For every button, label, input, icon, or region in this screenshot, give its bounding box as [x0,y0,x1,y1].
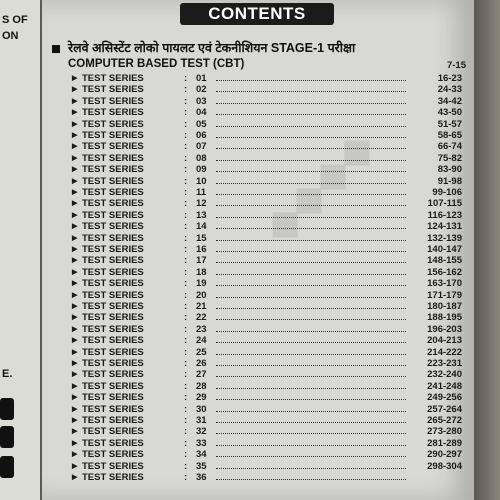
arrow-bullet-icon: ▶ [72,348,78,356]
exam-subtitle [52,39,462,56]
arrow-bullet-icon: ▶ [72,337,78,345]
toc-label: TEST SERIES [82,232,144,244]
toc-leader-dots [216,285,406,286]
toc-leader-dots [216,342,406,343]
toc-row [72,426,462,438]
toc-colon: : [184,209,188,221]
toc-colon: : [184,312,188,324]
toc-number: 16 [196,244,207,255]
toc-label: TEST SERIES [82,221,144,233]
toc-colon: : [184,175,188,187]
toc-leader-dots [216,319,406,320]
arrow-bullet-icon: ▶ [72,382,78,390]
toc-label: TEST SERIES [82,73,144,84]
toc-label: TEST SERIES [82,346,144,358]
arrow-bullet-icon: ▶ [72,154,78,162]
toc-leader-dots [216,160,406,161]
arrow-bullet-icon: ▶ [72,451,78,459]
toc-label: TEST SERIES [82,301,144,312]
arrow-bullet-icon: ▶ [72,280,78,288]
toc-leader-dots [216,354,406,355]
toc-label: TEST SERIES [82,335,144,347]
toc-number: 23 [196,323,207,335]
toc-colon: : [184,403,188,415]
toc-label: TEST SERIES [82,255,144,267]
arrow-bullet-icon: ▶ [72,268,78,276]
toc-colon: : [184,164,188,176]
arrow-bullet-icon: ▶ [72,360,78,367]
toc-pages: 34-42 [437,95,462,107]
toc-pages: 196-203 [427,323,462,335]
arrow-bullet-icon: ▶ [72,325,78,333]
toc-colon: : [184,84,188,96]
toc-leader-dots [216,183,406,184]
toc-row [72,301,462,312]
toc-pages: 140-147 [427,244,462,255]
toc-pages: 75-82 [437,152,462,164]
arrow-bullet-icon: ▶ [72,120,78,128]
toc-number: 32 [196,426,207,438]
toc-colon: : [184,358,188,369]
toc-number: 18 [196,266,207,278]
toc-leader-dots [216,468,406,469]
toc-label: TEST SERIES [82,84,144,96]
toc-label: TEST SERIES [82,312,144,324]
toc-colon: : [184,415,188,426]
toc-label: TEST SERIES [82,266,144,278]
toc-leader-dots [216,479,406,480]
toc-label: TEST SERIES [82,369,144,381]
toc-leader-dots [216,274,406,275]
arrow-bullet-icon: ▶ [72,86,78,94]
arrow-bullet-icon: ▶ [72,417,78,424]
arrow-bullet-icon: ▶ [72,200,78,208]
arrow-bullet-icon: ▶ [72,97,78,105]
toc-colon: : [184,95,188,107]
toc-colon: : [184,130,188,141]
toc-row [72,187,462,198]
toc-number: 14 [196,221,207,233]
exam-subtitle-text: रेलवे असिस्टेंट लोको पायलट एवं टेकनीशियन STAGE-1 परीक्षा [68,41,356,55]
section-title: COMPUTER BASED TEST (CBT) [68,58,245,70]
toc-label: TEST SERIES [82,187,144,198]
toc-leader-dots [216,331,406,332]
toc-number: 02 [196,84,207,96]
toc-row [72,437,462,449]
toc-label: TEST SERIES [82,415,144,426]
toc-row [72,369,462,381]
toc-number: 28 [196,380,207,392]
toc-number: 05 [196,118,207,130]
arrow-bullet-icon: ▶ [72,189,78,196]
toc-pages: 16-23 [437,73,462,84]
toc-row [72,289,462,301]
toc-row [72,392,462,404]
toc-row [72,278,462,290]
toc-row [72,118,462,130]
contents-page [42,0,474,500]
arrow-bullet-icon: ▶ [72,303,78,310]
toc-number: 08 [196,152,207,164]
toc-row [72,415,462,426]
toc-pages: 124-131 [427,221,462,233]
arrow-bullet-icon: ▶ [72,405,78,413]
toc-leader-dots [216,308,406,309]
toc-pages: 83-90 [437,164,462,176]
toc-number: 34 [196,449,207,461]
toc-pages: 132-139 [427,232,462,244]
toc-leader-dots [216,126,406,127]
toc-number: 30 [196,403,207,415]
toc-label: TEST SERIES [82,449,144,461]
arrow-bullet-icon: ▶ [72,132,78,139]
toc-number: 01 [196,73,207,84]
toc-leader-dots [216,80,406,81]
toc-number: 15 [196,232,207,244]
toc-leader-dots [216,456,406,457]
toc-number: 07 [196,141,207,153]
toc-colon: : [184,187,188,198]
toc-leader-dots [216,148,406,149]
toc-number: 24 [196,335,207,347]
toc-row [72,141,462,153]
toc-row [72,380,462,392]
toc-leader-dots [216,205,406,206]
square-bullet-icon [52,45,60,53]
toc-leader-dots [216,388,406,389]
toc-colon: : [184,380,188,392]
toc-colon: : [184,141,188,153]
toc-label: TEST SERIES [82,107,144,119]
arrow-bullet-icon: ▶ [72,428,78,436]
toc-pages: 24-33 [437,84,462,96]
toc-row [72,198,462,210]
left-page-fragment-second: ON [2,30,19,42]
arrow-bullet-icon: ▶ [72,246,78,253]
toc-pages: 163-170 [427,278,462,290]
toc-leader-dots [216,137,406,138]
toc-pages: 298-304 [427,460,462,472]
toc-leader-dots [216,228,406,229]
toc-label: TEST SERIES [82,426,144,438]
toc-row [72,164,462,176]
toc-pages: 51-57 [437,118,462,130]
toc-number: 04 [196,107,207,119]
toc-leader-dots [216,433,406,434]
toc-row [72,209,462,221]
arrow-bullet-icon: ▶ [72,439,78,447]
toc-row [72,107,462,119]
toc-number: 03 [196,95,207,107]
toc-leader-dots [216,194,406,195]
arrow-bullet-icon: ▶ [72,257,78,265]
toc-number: 06 [196,130,207,141]
toc-colon: : [184,73,188,84]
toc-row [72,244,462,255]
toc-row [72,323,462,335]
toc-leader-dots [216,91,406,92]
toc-row [72,346,462,358]
toc-leader-dots [216,240,406,241]
arrow-bullet-icon: ▶ [72,166,78,174]
arrow-bullet-icon: ▶ [72,211,78,219]
toc-number: 11 [196,187,207,198]
toc-pages: 188-195 [427,312,462,324]
toc-label: TEST SERIES [82,175,144,187]
toc-label: TEST SERIES [82,437,144,449]
arrow-bullet-icon: ▶ [72,462,78,470]
toc-leader-dots [216,376,406,377]
toc-label: TEST SERIES [82,403,144,415]
toc-label: TEST SERIES [82,278,144,290]
toc-row [72,175,462,187]
toc-label: TEST SERIES [82,380,144,392]
toc-number: 10 [196,175,207,187]
toc-label: TEST SERIES [82,358,144,369]
toc-leader-dots [216,399,406,400]
toc-pages: 249-256 [427,392,462,404]
toc-colon: : [184,472,188,483]
toc-leader-dots [216,411,406,412]
toc-pages: 58-65 [437,130,462,141]
toc-leader-dots [216,251,406,252]
toc-colon: : [184,152,188,164]
arrow-bullet-icon: ▶ [72,371,78,379]
toc-leader-dots [216,422,406,423]
toc-number: 27 [196,369,207,381]
toc-row [72,130,462,141]
toc-pages: 99-106 [432,187,462,198]
toc-row [72,312,462,324]
toc-colon: : [184,335,188,347]
toc-label: TEST SERIES [82,392,144,404]
toc-pages: 265-272 [427,415,462,426]
toc-label: TEST SERIES [82,460,144,472]
toc-pages: 91-98 [437,175,462,187]
toc-number: 13 [196,209,207,221]
arrow-bullet-icon: ▶ [72,223,78,231]
toc-number: 25 [196,346,207,358]
toc-label: TEST SERIES [82,323,144,335]
toc-colon: : [184,392,188,404]
toc-colon: : [184,449,188,461]
toc-pages: 43-50 [437,107,462,119]
watermark: ◆◆◆◆ [253,121,384,253]
arrow-bullet-icon: ▶ [72,291,78,299]
toc-row [72,266,462,278]
toc-pages: 273-280 [427,426,462,438]
arrow-bullet-icon: ▶ [72,234,78,242]
toc-label: TEST SERIES [82,289,144,301]
toc-label: TEST SERIES [82,152,144,164]
toc-colon: : [184,460,188,472]
arrow-bullet-icon: ▶ [72,177,78,185]
toc-leader-dots [216,217,406,218]
toc-colon: : [184,278,188,290]
left-page-black-tab [0,398,14,420]
toc-row [72,460,462,472]
toc-label: TEST SERIES [82,244,144,255]
toc-row [72,84,462,96]
toc-row [72,449,462,461]
toc-colon: : [184,244,188,255]
toc-row [72,152,462,164]
toc-leader-dots [216,171,406,172]
toc-row [72,221,462,233]
toc-label: TEST SERIES [82,209,144,221]
page-shadow [474,0,500,500]
arrow-bullet-icon: ▶ [72,314,78,322]
toc-number: 29 [196,392,207,404]
toc-number: 31 [196,415,207,426]
toc-colon: : [184,323,188,335]
toc-pages: 107-115 [427,198,462,210]
toc-pages: 241-248 [427,380,462,392]
toc-number: 36 [196,472,207,483]
toc-label: TEST SERIES [82,130,144,141]
toc-row [72,232,462,244]
toc-row [72,335,462,347]
toc-colon: : [184,346,188,358]
toc-pages: 223-231 [427,358,462,369]
left-page-fragment-top: S OF [2,14,28,26]
toc-pages: 281-289 [427,437,462,449]
toc-number: 22 [196,312,207,324]
left-page-edge [0,0,42,500]
toc-label: TEST SERIES [82,164,144,176]
toc-leader-dots [216,103,406,104]
toc-pages: 116-123 [427,209,462,221]
toc-label: TEST SERIES [82,95,144,107]
toc-row [72,255,462,267]
toc-pages: 204-213 [427,335,462,347]
toc-pages: 290-297 [427,449,462,461]
toc-colon: : [184,221,188,233]
toc-colon: : [184,369,188,381]
arrow-bullet-icon: ▶ [72,109,78,117]
section-pages: 7-15 [446,60,466,71]
toc-colon: : [184,198,188,210]
toc-colon: : [184,301,188,312]
arrow-bullet-icon: ▶ [72,143,78,151]
left-page-fragment-e: E. [2,368,13,380]
toc-colon: : [184,266,188,278]
toc-pages: 148-155 [427,255,462,267]
toc-number: 35 [196,460,207,472]
toc-number: 12 [196,198,207,210]
toc-number: 09 [196,164,207,176]
toc-leader-dots [216,445,406,446]
toc-label: TEST SERIES [82,472,144,483]
toc-pages: 232-240 [427,369,462,381]
toc-pages: 257-264 [427,403,462,415]
toc-row [72,403,462,415]
toc-number: 33 [196,437,207,449]
toc-pages: 171-179 [427,289,462,301]
contents-banner: CONTENTS [180,3,334,25]
toc-colon: : [184,118,188,130]
toc-leader-dots [216,297,406,298]
left-page-black-tab [0,456,14,478]
toc-pages: 180-187 [427,301,462,312]
toc-colon: : [184,437,188,449]
toc-number: 21 [196,301,207,312]
toc-row [72,358,462,369]
toc-row [72,472,452,483]
toc-pages: 156-162 [427,266,462,278]
toc-number: 26 [196,358,207,369]
toc-colon: : [184,107,188,119]
toc-number: 17 [196,255,207,267]
toc-pages: 66-74 [437,141,462,153]
toc-leader-dots [216,114,406,115]
toc-label: TEST SERIES [82,118,144,130]
toc-colon: : [184,426,188,438]
toc-pages: 214-222 [427,346,462,358]
toc-number: 19 [196,278,207,290]
arrow-bullet-icon: ▶ [72,75,78,82]
toc-leader-dots [216,365,406,366]
arrow-bullet-icon: ▶ [72,474,78,481]
toc-row [72,95,462,107]
toc-colon: : [184,255,188,267]
toc-number: 20 [196,289,207,301]
arrow-bullet-icon: ▶ [72,394,78,402]
toc-colon: : [184,232,188,244]
toc-label: TEST SERIES [82,141,144,153]
toc-label: TEST SERIES [82,198,144,210]
left-page-black-tab [0,426,14,448]
toc-colon: : [184,289,188,301]
toc-row [72,73,462,84]
toc-leader-dots [216,262,406,263]
